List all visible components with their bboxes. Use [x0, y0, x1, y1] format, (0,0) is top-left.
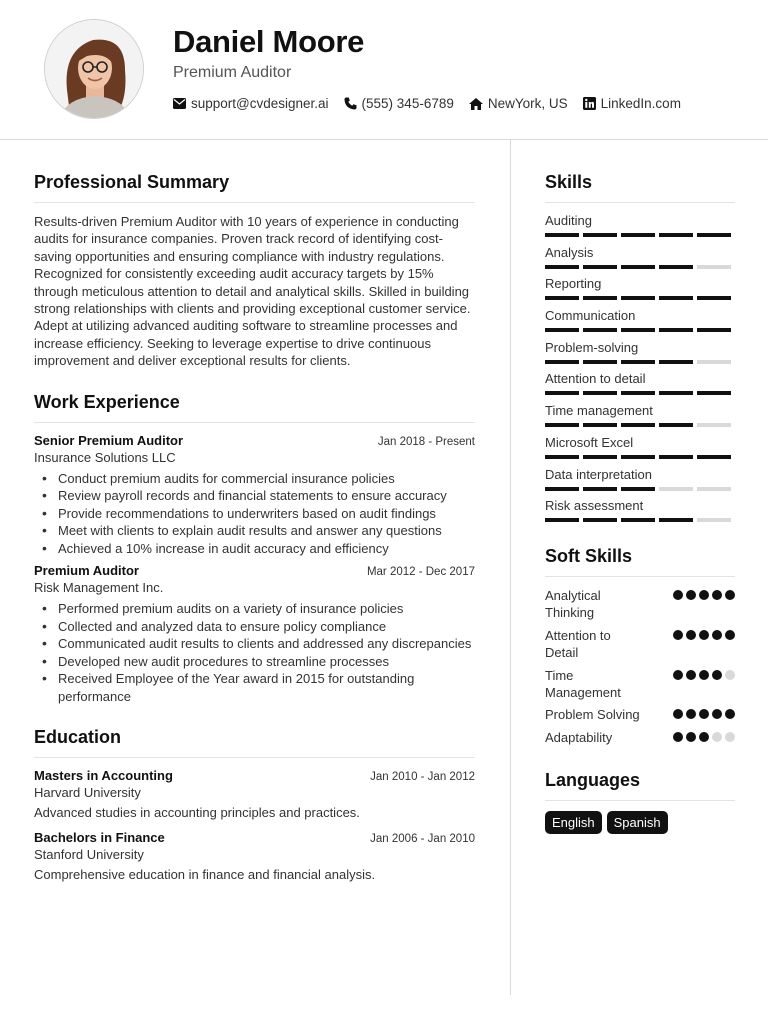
rating-dot: [686, 709, 696, 719]
education-dates: Jan 2010 - Jan 2012: [370, 771, 475, 784]
main-column: [34, 172, 475, 888]
skills-section: [545, 172, 735, 530]
skill-item: [545, 498, 735, 530]
soft-skill-rating: [670, 709, 735, 719]
school-name: Harvard University: [34, 785, 141, 801]
summary-heading: Professional Summary: [34, 172, 475, 203]
list-item: • Collected and analyzed data to ensure policy compliance: [34, 618, 475, 636]
soft-skill-name: Problem Solving: [545, 707, 640, 723]
skill-level-segment: [697, 233, 731, 237]
soft-skills-heading: Soft Skills: [545, 546, 735, 577]
rating-dot: [673, 709, 683, 719]
skill-item: [545, 435, 735, 467]
skill-item: [545, 308, 735, 340]
skill-level-segment: [621, 518, 655, 522]
skill-item: [545, 371, 735, 403]
skill-level-segment: [583, 518, 617, 522]
soft-skill-item: [545, 706, 735, 723]
linkedin-text: LinkedIn.com: [600, 96, 681, 111]
summary-text: Results-driven Premium Auditor with 10 years of experience in conducting audits for insurance companies. Proven track record of identifying cost-saving opportunities and ensuring compliance with industry regulations. Recognized for consistently exceeding audit accuracy targets by 15% through meticulous attention to detail and analytical skills. Skilled in building strong relationships with clients and providing exceptional customer service. Adept at utilizing advanced auditing software to streamline processes and increase efficiency. Seeking to leverage expertise to drive continuous improvement and deliver exceptional results for clients.: [34, 214, 471, 369]
skill-item: [545, 245, 735, 277]
rating-dot: [699, 732, 709, 742]
skill-level-bar: [545, 391, 735, 395]
skill-level-segment: [583, 296, 617, 300]
skill-name: Attention to detail: [545, 371, 646, 387]
soft-skill-rating: [670, 590, 735, 600]
education-heading: Education: [34, 727, 475, 758]
avatar: [44, 19, 144, 119]
skill-level-segment: [621, 423, 655, 427]
skill-level-segment: [697, 360, 731, 364]
education-dates: Jan 2006 - Jan 2010: [370, 833, 475, 846]
summary-section: [34, 172, 475, 370]
skill-name: Microsoft Excel: [545, 434, 634, 450]
soft-skills-list: [545, 587, 735, 746]
job-company: Risk Management Inc.: [34, 580, 164, 596]
job-entry: [34, 563, 475, 705]
skills-list: [545, 213, 735, 530]
skill-level-segment: [659, 518, 693, 522]
contact-location: [469, 96, 568, 111]
skill-level-bar: [545, 360, 735, 364]
skill-level-segment: [545, 265, 579, 269]
skill-level-segment: [583, 423, 617, 427]
job-title: Premium Auditor: [34, 563, 139, 579]
rating-dot: [673, 670, 683, 680]
skill-item: [545, 403, 735, 435]
skill-level-segment: [659, 328, 693, 332]
job-dates: Mar 2012 - Dec 2017: [366, 566, 475, 579]
skill-level-segment: [583, 455, 617, 459]
skill-level-segment: [697, 391, 731, 395]
degree-title: Masters in Accounting: [34, 768, 173, 784]
education-entry: [34, 768, 475, 820]
skill-level-segment: [621, 455, 655, 459]
contact-list: [173, 96, 696, 111]
list-item: • Provide recommendations to underwriters based on audit findings: [34, 505, 475, 523]
skill-level-segment: [583, 233, 617, 237]
rating-dot: [725, 709, 735, 719]
list-item: • Received Employee of the Year award in 2015 for outstanding performance: [34, 670, 475, 705]
rating-dot: [712, 590, 722, 600]
skill-level-bar: [545, 328, 735, 332]
skill-level-bar: [545, 455, 735, 459]
soft-skill-item: [545, 667, 735, 702]
rating-dot: [699, 630, 709, 640]
soft-skill-rating: [670, 732, 735, 742]
list-item: • Achieved a 10% increase in audit accuracy and efficiency: [34, 540, 475, 558]
soft-skill-name: Time Management: [545, 667, 621, 700]
language-badge: Spanish: [607, 811, 668, 834]
job-company: Insurance Solutions LLC: [34, 449, 176, 465]
education-entry: [34, 830, 475, 882]
skill-level-segment: [583, 487, 617, 491]
location-text: NewYork, US: [487, 96, 568, 111]
soft-skill-rating: [670, 630, 735, 640]
rating-dot: [686, 732, 696, 742]
skill-level-segment: [697, 423, 731, 427]
languages-heading: Languages: [545, 770, 735, 801]
skill-name: Analysis: [545, 244, 594, 260]
skill-level-segment: [697, 518, 731, 522]
languages-section: [545, 770, 735, 834]
soft-skill-item: [545, 627, 735, 662]
contact-linkedin[interactable]: [583, 96, 681, 111]
skill-level-segment: [583, 360, 617, 364]
rating-dot: [712, 709, 722, 719]
soft-skills-section: [545, 546, 735, 746]
soft-skill-rating: [670, 670, 735, 680]
envelope-icon: [173, 98, 186, 109]
email-text: support@cvdesigner.ai: [191, 96, 329, 111]
skill-level-segment: [621, 487, 655, 491]
skill-level-segment: [659, 296, 693, 300]
education-section: [34, 727, 475, 882]
experience-heading: Work Experience: [34, 392, 475, 423]
skill-level-segment: [697, 296, 731, 300]
skill-level-segment: [697, 487, 731, 491]
phone-icon: [344, 97, 357, 110]
skill-level-bar: [545, 296, 735, 300]
language-badge: English: [545, 811, 602, 834]
skill-item: [545, 467, 735, 499]
skill-level-segment: [659, 265, 693, 269]
rating-dot: [686, 590, 696, 600]
skill-level-segment: [545, 233, 579, 237]
rating-dot: [673, 590, 683, 600]
contact-email[interactable]: [173, 96, 329, 111]
skill-level-segment: [621, 296, 655, 300]
job-bullets: [34, 600, 475, 705]
skill-level-bar: [545, 233, 735, 237]
skill-level-segment: [545, 487, 579, 491]
skill-level-segment: [659, 423, 693, 427]
column-divider: [510, 140, 511, 995]
skill-item: [545, 213, 735, 245]
skill-name: Data interpretation: [545, 466, 652, 482]
skill-name: Communication: [545, 308, 636, 324]
degree-title: Bachelors in Finance: [34, 830, 165, 846]
skill-level-segment: [545, 360, 579, 364]
skill-level-segment: [621, 233, 655, 237]
job-entry: [34, 433, 475, 558]
skill-item: [545, 340, 735, 372]
skill-level-segment: [545, 455, 579, 459]
list-item: • Meet with clients to explain audit results and answer any questions: [34, 522, 475, 540]
linkedin-icon: [583, 97, 596, 110]
skill-level-segment: [545, 296, 579, 300]
side-column: [545, 172, 735, 834]
skill-level-segment: [583, 391, 617, 395]
skill-level-segment: [659, 391, 693, 395]
languages-list: [545, 811, 735, 834]
skill-level-segment: [659, 233, 693, 237]
rating-dot: [699, 709, 709, 719]
skill-level-segment: [621, 328, 655, 332]
skill-level-segment: [545, 391, 579, 395]
skill-level-bar: [545, 487, 735, 491]
rating-dot: [725, 670, 735, 680]
skill-level-segment: [621, 391, 655, 395]
rating-dot: [725, 590, 735, 600]
profile-photo-icon: [45, 20, 144, 119]
candidate-name: Daniel Moore: [173, 24, 365, 59]
rating-dot: [673, 630, 683, 640]
list-item: • Review payroll records and financial statements to ensure accuracy: [34, 487, 475, 505]
education-description: Advanced studies in accounting principles and practices.: [34, 805, 360, 821]
rating-dot: [725, 630, 735, 640]
soft-skill-name: Adaptability: [545, 729, 613, 745]
skill-item: [545, 276, 735, 308]
skill-name: Time management: [545, 403, 653, 419]
skill-name: Auditing: [545, 213, 592, 228]
skill-level-bar: [545, 518, 735, 522]
rating-dot: [712, 670, 722, 680]
skill-level-segment: [545, 518, 579, 522]
list-item: • Conduct premium audits for commercial insurance policies: [34, 470, 475, 488]
skill-level-segment: [659, 455, 693, 459]
rating-dot: [699, 670, 709, 680]
soft-skill-name: Analytical Thinking: [545, 587, 601, 621]
skill-level-segment: [545, 328, 579, 332]
rating-dot: [712, 630, 722, 640]
school-name: Stanford University: [34, 847, 144, 863]
list-item: • Communicated audit results to clients and addressed any discrepancies: [34, 635, 475, 653]
rating-dot: [712, 732, 722, 742]
rating-dot: [673, 732, 683, 742]
skill-name: Reporting: [545, 276, 602, 292]
list-item: • Performed premium audits on a variety of insurance policies: [34, 600, 475, 618]
skill-level-segment: [697, 265, 731, 269]
resume-header: [0, 0, 768, 140]
skill-name: Problem-solving: [545, 339, 639, 355]
skill-level-segment: [545, 423, 579, 427]
candidate-title: Premium Auditor: [173, 64, 292, 81]
job-bullets: [34, 470, 475, 558]
skill-level-segment: [583, 265, 617, 269]
skill-level-segment: [697, 328, 731, 332]
rating-dot: [686, 670, 696, 680]
skill-level-segment: [583, 328, 617, 332]
job-dates: Jan 2018 - Present: [377, 435, 475, 448]
list-item: • Developed new audit procedures to streamline processes: [34, 653, 475, 671]
skill-level-segment: [697, 455, 731, 459]
skill-level-bar: [545, 423, 735, 427]
skill-level-segment: [621, 360, 655, 364]
contact-phone[interactable]: [344, 96, 454, 111]
skill-name: Risk assessment: [545, 498, 644, 514]
rating-dot: [725, 732, 735, 742]
skills-heading: Skills: [545, 172, 735, 203]
education-description: Comprehensive education in finance and financial analysis.: [34, 867, 376, 883]
rating-dot: [686, 630, 696, 640]
soft-skill-item: [545, 587, 735, 622]
phone-text: (555) 345-6789: [361, 96, 454, 111]
home-icon: [469, 98, 483, 110]
skill-level-segment: [659, 487, 693, 491]
soft-skill-item: [545, 729, 735, 746]
rating-dot: [699, 590, 709, 600]
job-title: Senior Premium Auditor: [34, 432, 184, 448]
soft-skill-name: Attention to Detail: [545, 627, 611, 661]
skill-level-bar: [545, 265, 735, 269]
experience-section: [34, 392, 475, 706]
skill-level-segment: [659, 360, 693, 364]
skill-level-segment: [621, 265, 655, 269]
